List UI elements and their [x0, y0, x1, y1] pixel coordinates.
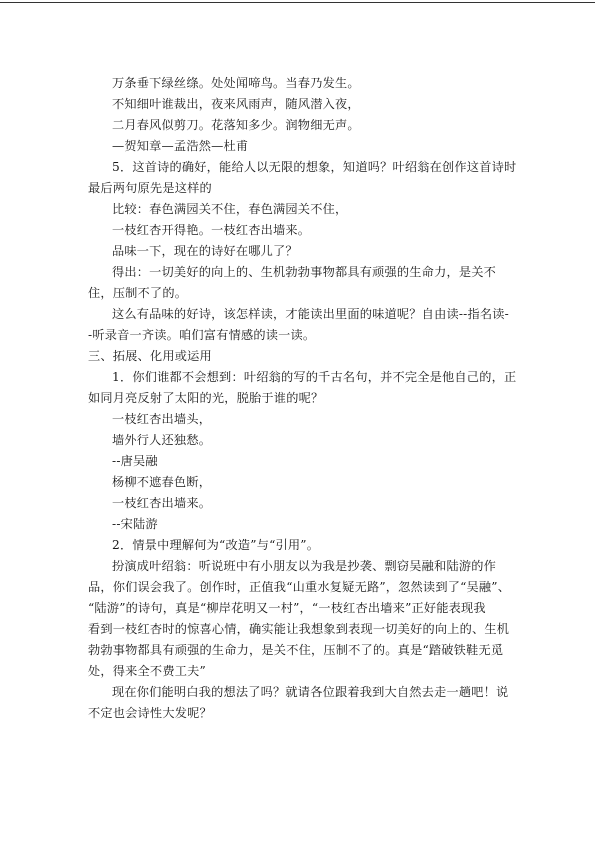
poem-author: --唐吴融: [112, 454, 158, 468]
poem-line: 一枝红杏出墙头，: [112, 412, 212, 426]
text-line: -听录音一齐读。咱们富有情感的读一读。: [88, 328, 316, 342]
text-line: 现在你们能明白我的想法了吗？就请各位跟着我到大自然去走一趟吧！说: [112, 685, 509, 699]
text-line: 5．这首诗的确好，能给人以无限的想象，知道吗？叶绍翁在创作这首诗时: [112, 160, 517, 174]
text-line: —贺知章—孟浩然—杜甫: [112, 139, 249, 153]
text-line: “陆游”的诗句，真是“柳岸花明又一村”，“一枝红杏出墙来”正好能表现我: [88, 601, 486, 615]
text-line: 勃勃事物都具有顽强的生命力，是关不住，压制不了的。真是“踏破铁鞋无觅: [88, 643, 504, 657]
section-heading: 三、拓展、化用或运用: [88, 349, 212, 363]
poem-line: 墙外行人还独愁。: [112, 433, 212, 447]
poem-line: 杨柳不遮春色断，: [112, 475, 212, 489]
text-line: 二月春风似剪刀。花落知多少。润物细无声。: [112, 118, 360, 132]
text-line: 品，你们误会我了。创作时，正值我“山重水复疑无路”，忽然读到了“吴融”、: [88, 580, 511, 594]
text-line: 这么有品味的好诗，该怎样读，才能读出里面的味道呢？自由读--指名读-: [112, 307, 509, 321]
poem-author: --宋陆游: [112, 517, 158, 531]
text-line: 最后两句原先是这样的: [88, 181, 212, 195]
text-line: 万条垂下绿丝绦。处处闻啼鸟。当春乃发生。: [112, 76, 360, 90]
text-line: 品味一下，现在的诗好在哪儿了？: [112, 244, 298, 258]
poem-line: 一枝红杏出墙来。: [112, 496, 212, 510]
text-line: 2．情景中理解何为“改造”与“引用”。: [112, 538, 320, 552]
text-line: 住，压制不了的。: [88, 286, 188, 300]
text-line: 得出：一切美好的向上的、生机勃勃事物都具有顽强的生命力，是关不: [112, 265, 497, 279]
text-line: 处，得来全不费工夫”: [88, 664, 206, 678]
text-line: 比较：春色满园关不住，春色满园关不住，: [112, 202, 348, 216]
text-line: 如同月亮反射了太阳的光，脱胎于谁的呢？: [88, 391, 324, 405]
text-line: 看到一枝红杏时的惊喜心情，确实能让我想象到表现一切美好的向上的、生机: [88, 622, 510, 636]
text-line: 不定也会诗性大发呢？: [88, 706, 212, 720]
text-line: 不知细叶谁裁出，夜来风雨声，随风潜入夜，: [112, 97, 360, 111]
text-line: 1．你们谁都不会想到：叶绍翁的写的千古名句，并不完全是他自己的，正: [112, 370, 517, 384]
text-line: 一枝红杏开得艳。一枝红杏出墙来。: [112, 223, 311, 237]
text-line: 扮演成叶绍翁：听说班中有小朋友以为我是抄袭、剽窃吴融和陆游的作: [112, 559, 497, 573]
document-body: [88, 73, 517, 724]
top-border-line: [0, 2, 595, 3]
